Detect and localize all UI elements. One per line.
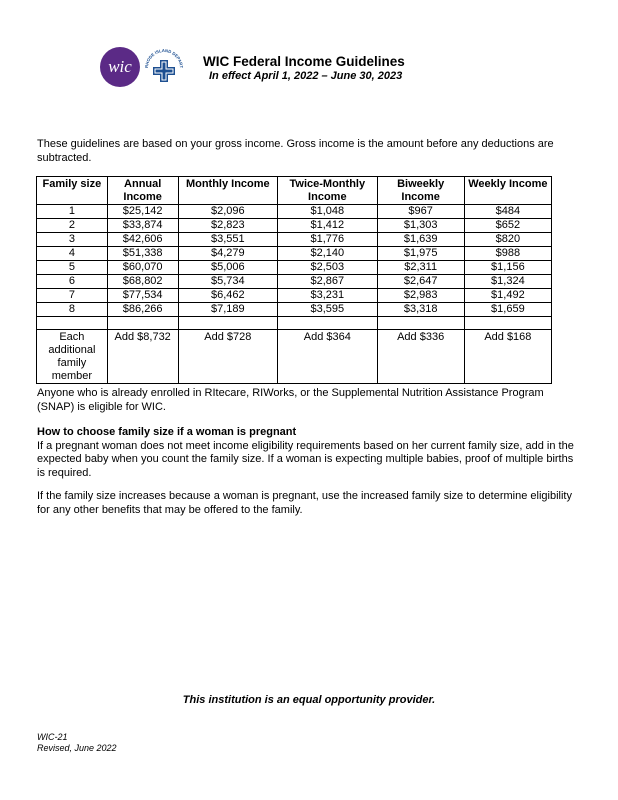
cell-biweekly: $1,639 — [377, 233, 464, 247]
document-footer — [37, 732, 117, 754]
blank-cell — [464, 317, 551, 330]
cell-twice-monthly: $1,412 — [278, 219, 378, 233]
table-row — [37, 247, 552, 261]
cell-family-size: 5 — [37, 261, 108, 275]
document-header — [100, 44, 520, 90]
snap-eligibility-paragraph: Anyone who is already enrolled in RItecare, RIWorks, or the Supplemental Nutrition Assistance Program (SNAP) is eligible for WIC. — [37, 387, 544, 413]
cell-biweekly: $2,983 — [377, 289, 464, 303]
cell-biweekly: $2,311 — [377, 261, 464, 275]
header-monthly-income: Monthly Income — [178, 177, 278, 205]
cell-weekly: $1,492 — [464, 289, 551, 303]
cell-family-size: 6 — [37, 275, 108, 289]
increase-paragraph: If the family size increases because a woman is pregnant, use the increased family size to determine eligibility for any other benefits that may be offered to the family. — [37, 490, 572, 516]
cell-monthly: $7,189 — [178, 303, 278, 317]
cell-weekly: $1,659 — [464, 303, 551, 317]
header-annual-income: Annual Income — [107, 177, 178, 205]
cell-annual: $86,266 — [107, 303, 178, 317]
cell-annual: $33,874 — [107, 219, 178, 233]
table-row — [37, 303, 552, 317]
cell-family-size: 4 — [37, 247, 108, 261]
table-body — [37, 205, 552, 384]
table-row-spacer — [37, 317, 552, 330]
table-row — [37, 233, 552, 247]
cell-biweekly: $1,303 — [377, 219, 464, 233]
cell-twice-monthly: $3,231 — [278, 289, 378, 303]
family-size-section — [37, 426, 582, 480]
cell-weekly: $1,156 — [464, 261, 551, 275]
cell-annual: $25,142 — [107, 205, 178, 219]
blank-cell — [178, 317, 278, 330]
cell-additional-biweekly: Add $336 — [377, 330, 464, 384]
table-row — [37, 261, 552, 275]
cell-twice-monthly: $2,503 — [278, 261, 378, 275]
blank-cell — [107, 317, 178, 330]
cell-biweekly: $967 — [377, 205, 464, 219]
title-block — [203, 54, 523, 83]
cell-additional-monthly: Add $728 — [178, 330, 278, 384]
blank-cell — [278, 317, 378, 330]
cell-weekly: $484 — [464, 205, 551, 219]
table-row — [37, 205, 552, 219]
cell-annual: $51,338 — [107, 247, 178, 261]
cell-family-size: 7 — [37, 289, 108, 303]
cell-monthly: $4,279 — [178, 247, 278, 261]
cell-biweekly: $2,647 — [377, 275, 464, 289]
cell-additional-annual: Add $8,732 — [107, 330, 178, 384]
cell-annual: $42,606 — [107, 233, 178, 247]
cell-monthly: $3,551 — [178, 233, 278, 247]
cell-additional-weekly: Add $168 — [464, 330, 551, 384]
header-twice-monthly-income: Twice-Monthly Income — [278, 177, 378, 205]
table-row-additional-member — [37, 330, 552, 384]
cell-twice-monthly: $1,048 — [278, 205, 378, 219]
cell-weekly: $988 — [464, 247, 551, 261]
header-family-size: Family size — [37, 177, 108, 205]
cell-twice-monthly: $2,867 — [278, 275, 378, 289]
ri-department-of-health-logo — [142, 46, 186, 90]
cell-family-size: 1 — [37, 205, 108, 219]
cell-family-size: 8 — [37, 303, 108, 317]
table-row — [37, 275, 552, 289]
cell-additional-member-label: Each additional family member — [37, 330, 108, 384]
header-weekly-income: Weekly Income — [464, 177, 551, 205]
section-heading: How to choose family size if a woman is pregnant — [37, 426, 297, 438]
svg-text:RHODE ISLAND DEPARTMENT OF HEA: RHODE ISLAND DEPART — [143, 47, 185, 69]
blank-cell — [37, 317, 108, 330]
form-id: WIC-21 — [37, 732, 68, 742]
cell-biweekly: $1,975 — [377, 247, 464, 261]
cell-family-size: 3 — [37, 233, 108, 247]
cell-biweekly: $3,318 — [377, 303, 464, 317]
table-row — [37, 289, 552, 303]
wic-logo-text: wic — [108, 57, 132, 76]
header-biweekly-income: Biweekly Income — [377, 177, 464, 205]
cell-monthly: $5,006 — [178, 261, 278, 275]
document-title: WIC Federal Income Guidelines — [203, 54, 405, 69]
revised-date: Revised, June 2022 — [37, 743, 117, 753]
wic-logo — [100, 47, 140, 87]
cell-monthly: $6,462 — [178, 289, 278, 303]
cell-twice-monthly: $2,140 — [278, 247, 378, 261]
cell-monthly: $5,734 — [178, 275, 278, 289]
cell-twice-monthly: $1,776 — [278, 233, 378, 247]
table-row — [37, 219, 552, 233]
intro-paragraph: These guidelines are based on your gross income. Gross income is the amount before any deductions are subtracted. — [37, 138, 554, 164]
cell-twice-monthly: $3,595 — [278, 303, 378, 317]
section-body: If a pregnant woman does not meet income eligibility requirements based on her current family size, add in the expected baby when you count the family size. If a woman is expecting multiple babies, proof of multiple births is required. — [37, 439, 574, 479]
cell-annual: $60,070 — [107, 261, 178, 275]
cell-monthly: $2,823 — [178, 219, 278, 233]
cell-annual: $68,802 — [107, 275, 178, 289]
cell-annual: $77,534 — [107, 289, 178, 303]
cell-weekly: $652 — [464, 219, 551, 233]
cell-additional-twice-monthly: Add $364 — [278, 330, 378, 384]
table-header-row — [37, 177, 552, 205]
equal-opportunity-statement: This institution is an equal opportunity provider. — [182, 694, 436, 706]
cell-family-size: 2 — [37, 219, 108, 233]
document-subtitle: In effect April 1, 2022 – June 30, 2023 — [209, 70, 403, 82]
cell-weekly: $1,324 — [464, 275, 551, 289]
cell-weekly: $820 — [464, 233, 551, 247]
income-guidelines-table — [36, 176, 552, 384]
blank-cell — [377, 317, 464, 330]
cell-monthly: $2,096 — [178, 205, 278, 219]
